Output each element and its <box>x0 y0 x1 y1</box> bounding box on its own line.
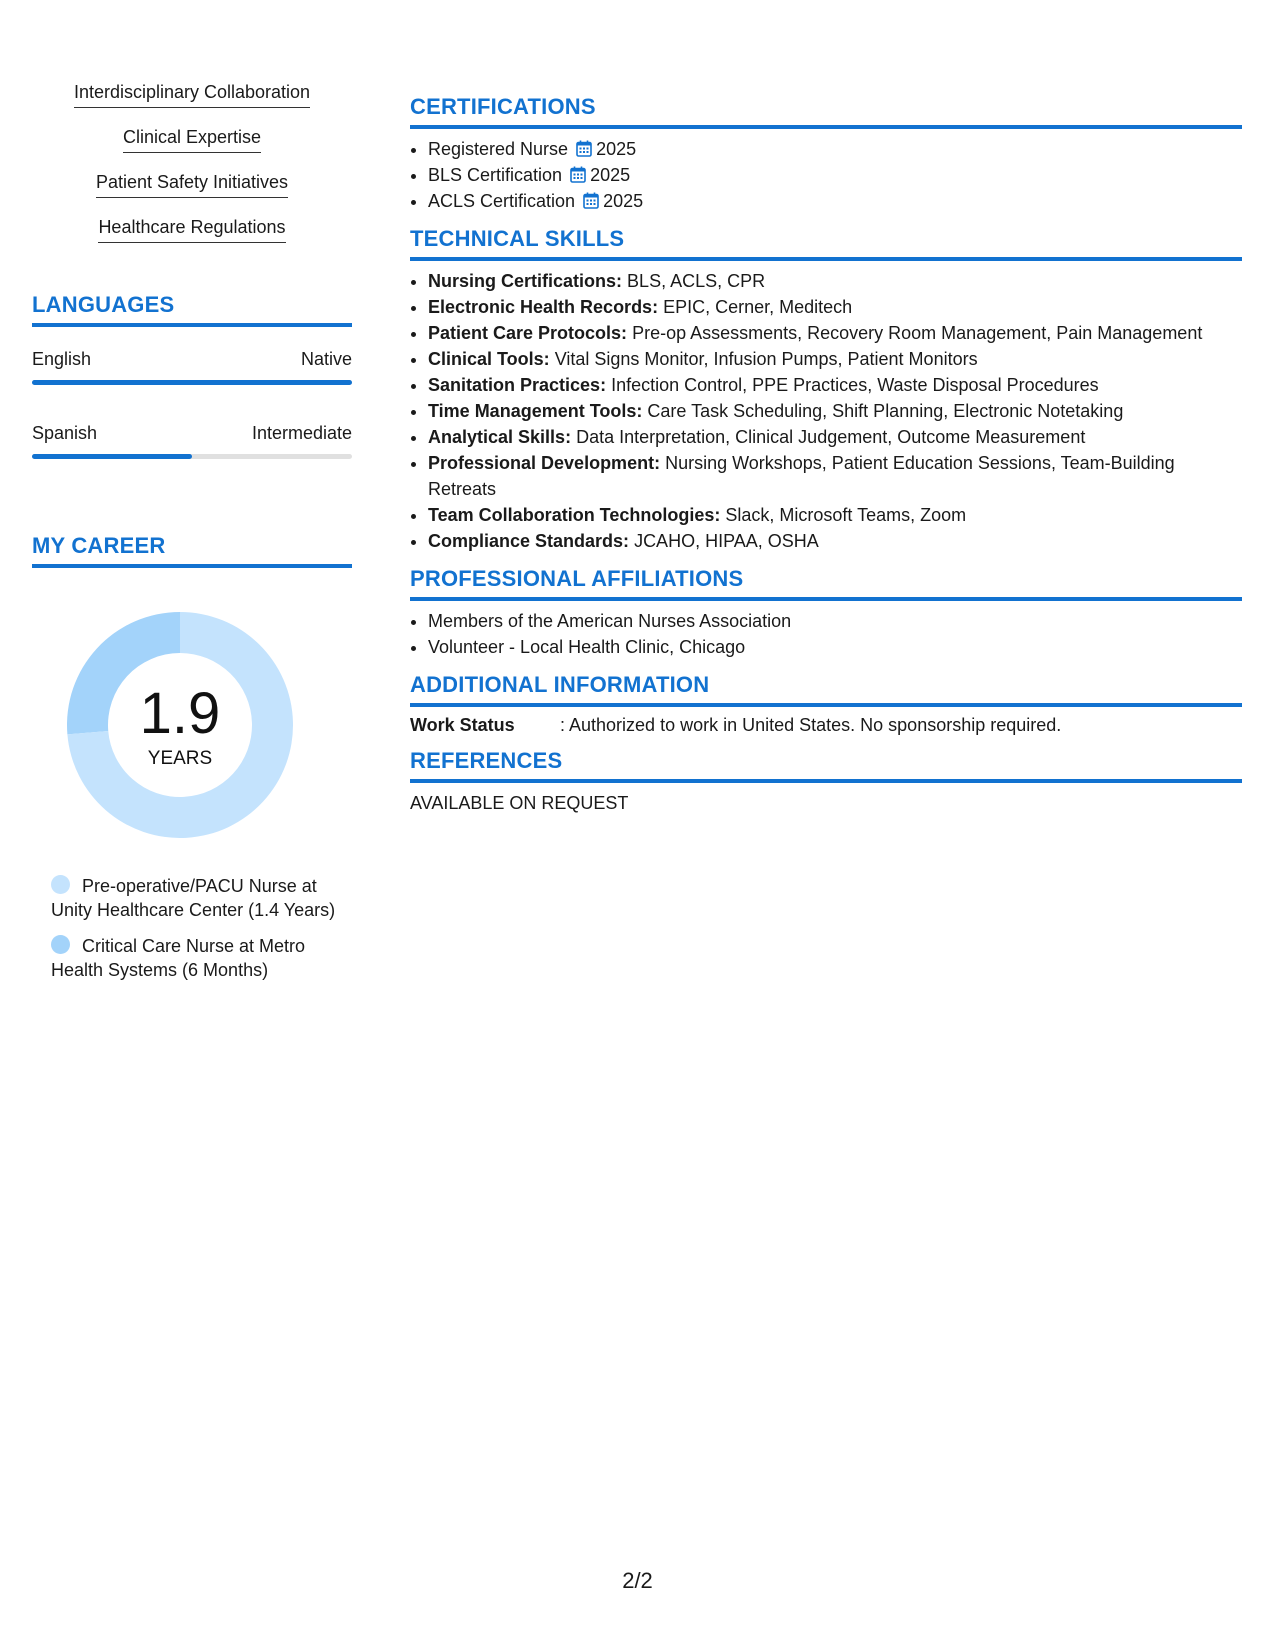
technical-skills-heading: TECHNICAL SKILLS <box>410 226 1242 261</box>
skill-value: Nursing Workshops, Patient Education Sessions, Team-Building Retreats <box>428 453 1175 499</box>
language-proficiency-fill <box>32 454 192 459</box>
references-text: AVAILABLE ON REQUEST <box>410 793 629 813</box>
certifications-heading: CERTIFICATIONS <box>410 94 1242 129</box>
certification-year: 2025 <box>590 165 631 185</box>
skill-label: Patient Care Protocols: <box>428 323 628 343</box>
language-proficiency-fill <box>32 380 352 385</box>
calendar-icon <box>570 164 586 181</box>
certification-name: BLS Certification <box>428 165 563 185</box>
legend-dot <box>51 875 70 894</box>
skill-label: Analytical Skills: <box>428 427 572 447</box>
page-number: 2/2 <box>622 1568 653 1593</box>
donut-center <box>67 612 293 838</box>
additional-info-section <box>410 672 1242 736</box>
technical-skills-list <box>410 268 1242 554</box>
legend-item <box>51 934 341 982</box>
references-section <box>410 748 1242 814</box>
affiliations-section <box>410 566 1242 660</box>
technical-skill-item <box>428 294 1242 320</box>
certifications-list <box>410 136 1242 214</box>
skills-list <box>32 82 352 262</box>
certification-item <box>428 136 1242 162</box>
technical-skill-item <box>428 502 1242 528</box>
language-proficiency-bar <box>32 380 352 385</box>
technical-skill-item <box>428 372 1242 398</box>
calendar-icon <box>583 190 599 207</box>
skill-label: Sanitation Practices: <box>428 375 607 395</box>
career-total-unit: YEARS <box>147 748 213 769</box>
career-total-value: 1.9 <box>139 681 221 746</box>
skill-label: Professional Development: <box>428 453 661 473</box>
career-section <box>32 533 352 982</box>
skill-value: BLS, ACLS, CPR <box>627 271 766 291</box>
skill-value: Slack, Microsoft Teams, Zoom <box>725 505 967 525</box>
skill-label: Clinical Tools: <box>428 349 550 369</box>
technical-skill-item <box>428 320 1242 346</box>
technical-skill-item <box>428 398 1242 424</box>
technical-skill-item <box>428 424 1242 450</box>
certification-name: ACLS Certification <box>428 191 576 211</box>
certification-item <box>428 188 1242 214</box>
technical-skill-item <box>428 450 1242 502</box>
technical-skill-item <box>428 268 1242 294</box>
languages-section <box>32 292 352 459</box>
left-column <box>32 82 352 994</box>
work-status-label: Work Status <box>410 715 515 735</box>
work-status-value: : Authorized to work in United States. No sponsorship required. <box>560 715 1062 735</box>
certifications-section <box>410 94 1242 214</box>
language-proficiency-bar <box>32 454 352 459</box>
skill-value: JCAHO, HIPAA, OSHA <box>634 531 819 551</box>
skill-tag: Healthcare Regulations <box>98 217 285 243</box>
career-donut-chart <box>67 612 293 838</box>
calendar-icon <box>576 138 592 155</box>
skill-value: Care Task Scheduling, Shift Planning, Electronic Notetaking <box>647 401 1124 421</box>
affiliations-list <box>410 608 1242 660</box>
skill-label: Electronic Health Records: <box>428 297 659 317</box>
additional-info-heading: ADDITIONAL INFORMATION <box>410 672 1242 707</box>
affiliation-item: • Volunteer - Local Health Clinic, Chicago <box>428 634 1242 660</box>
languages-heading: LANGUAGES <box>32 292 352 327</box>
language-name: Spanish <box>32 423 98 443</box>
legend-item <box>51 874 341 922</box>
certification-year: 2025 <box>596 139 637 159</box>
skill-value: EPIC, Cerner, Meditech <box>663 297 853 317</box>
skill-tag: Patient Safety Initiatives <box>96 172 288 198</box>
language-level: Native <box>300 349 352 369</box>
technical-skill-item <box>428 346 1242 372</box>
language-item <box>32 349 352 385</box>
skill-label: Time Management Tools: <box>428 401 643 421</box>
legend-dot <box>51 935 70 954</box>
skill-label: Nursing Certifications: <box>428 271 623 291</box>
technical-skill-item <box>428 528 1242 554</box>
language-item <box>32 423 352 459</box>
affiliation-item: • Members of the American Nurses Association <box>428 608 1242 634</box>
legend-label: Critical Care Nurse at Metro Health Systems (6 Months) <box>51 936 306 980</box>
career-legend <box>51 874 341 982</box>
affiliations-heading: PROFESSIONAL AFFILIATIONS <box>410 566 1242 601</box>
skill-value: Data Interpretation, Clinical Judgement, Outcome Measurement <box>576 427 1086 447</box>
skill-value: Pre-op Assessments, Recovery Room Management, Pain Management <box>632 323 1203 343</box>
skill-label: Team Collaboration Technologies: <box>428 505 721 525</box>
certification-item <box>428 162 1242 188</box>
language-name: English <box>32 349 92 369</box>
work-status-row <box>410 715 1242 736</box>
language-level: Intermediate <box>251 423 352 443</box>
certification-year: 2025 <box>603 191 644 211</box>
certification-name: Registered Nurse <box>428 139 569 159</box>
skill-value: Vital Signs Monitor, Infusion Pumps, Patient Monitors <box>554 349 978 369</box>
skill-tag: Interdisciplinary Collaboration <box>74 82 310 108</box>
references-heading: REFERENCES <box>410 748 1242 783</box>
skill-tag: Clinical Expertise <box>123 127 261 153</box>
skill-value: Infection Control, PPE Practices, Waste Disposal Procedures <box>611 375 1099 395</box>
right-column <box>410 94 1242 826</box>
career-heading: MY CAREER <box>32 533 352 568</box>
technical-skills-section <box>410 226 1242 554</box>
legend-label: Pre-operative/PACU Nurse at Unity Healthcare Center (1.4 Years) <box>51 876 336 920</box>
skill-label: Compliance Standards: <box>428 531 630 551</box>
